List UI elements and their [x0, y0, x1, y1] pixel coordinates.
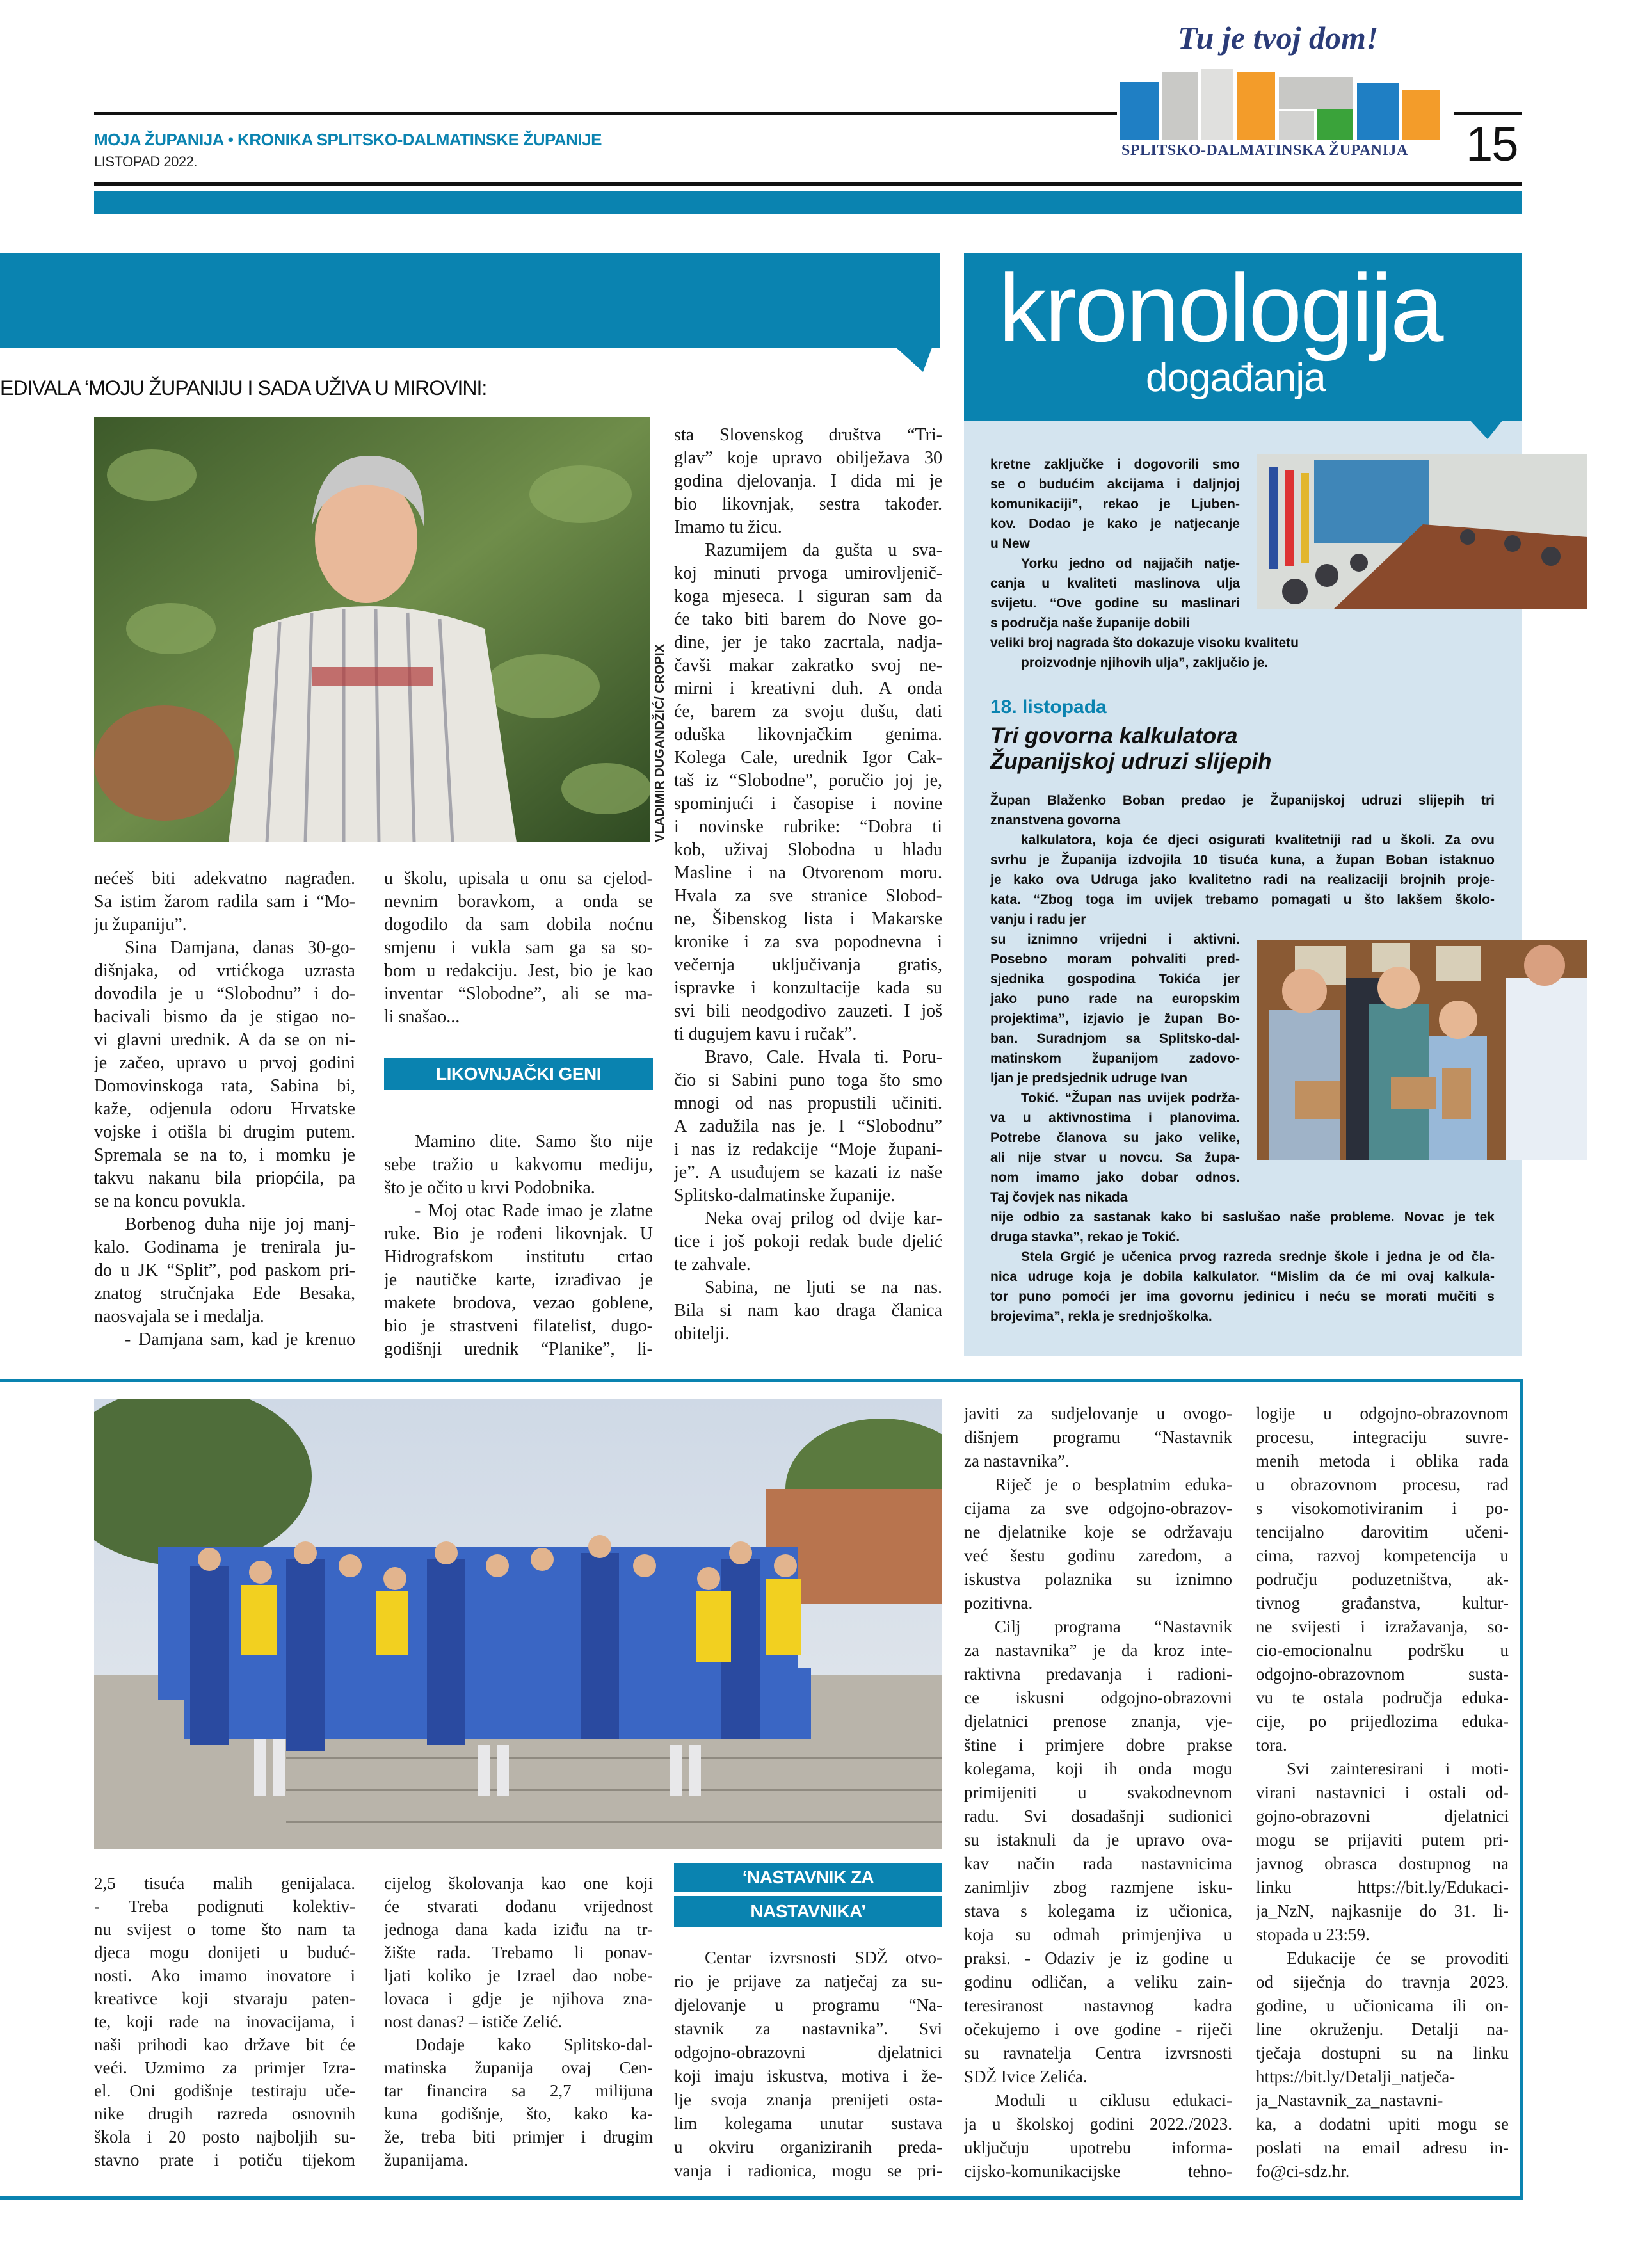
article-headline: EDIVALA ‘MOJU ŽUPANIJU I SADA UŽIVA U MIROVINI: — [0, 376, 487, 399]
kronologija-pointer-icon — [1470, 420, 1506, 442]
kronologija-subtitle: događanja — [1146, 356, 1326, 400]
text-line: i novinske rubrike: “Dobra ti — [674, 817, 942, 837]
text-line: Hidrografskom institutu crtao — [384, 1247, 653, 1267]
text-line: nom imamo jako dobar odnos. — [990, 1170, 1240, 1185]
text-line: ja_NzN, najkasnije do 31. li- — [1256, 1901, 1509, 1920]
text-line: dišnjem programu “Nastavnik — [964, 1428, 1232, 1447]
banner-pointer-icon — [896, 348, 935, 373]
text-line: SDŽ Ivice Zelića. — [964, 2067, 1088, 2086]
text-line: bacivali bismo da je stigao no- — [94, 1007, 355, 1027]
text-line: ne svijesti i izražavanja, so- — [1256, 1617, 1509, 1636]
text-line: veliki broj nagrada što dokazuje visoku kvalitetu — [990, 636, 1299, 650]
text-line: veći. Uzmimo za primjer Izra- — [94, 2058, 355, 2077]
text-line: do u JK “Split”, pod paskom pri- — [94, 1260, 355, 1280]
text-line: javiti za sudjelovanje u ovogo- — [964, 1404, 1232, 1423]
article1-column-2 — [384, 867, 653, 1029]
text-line: procesu, integraciju suvre- — [1256, 1428, 1509, 1447]
text-line: lovaca i gdje je njihova zna- — [384, 1989, 653, 2008]
issue-date: LISTOPAD 2022. — [94, 154, 197, 170]
text-line: - Moj otac Rade imao je zlatne — [415, 1201, 653, 1221]
text-line: A zadužila nas je. I “Slobodnu” — [674, 1116, 942, 1136]
text-line: kreativce koji stvaraju paten- — [94, 1989, 355, 2008]
text-line: bio likovnjak, sestra također. — [674, 494, 942, 514]
text-line: Posebno moram pohvaliti pred- — [990, 952, 1240, 967]
text-line: Borbenog duha nije joj manj- — [125, 1214, 355, 1234]
text-line: va u aktivnostima i planovima. — [990, 1111, 1240, 1125]
text-line: za nastavnika”. — [964, 1451, 1070, 1470]
text-line: cijsko-komunikacijske tehno- — [964, 2162, 1232, 2181]
frame-top-border — [0, 1379, 1523, 1382]
text-line: te, koji rade na inovacijama, i — [94, 2012, 355, 2031]
text-line: koj minuti prvoga umirovljenič- — [674, 563, 942, 583]
text-line: Riječ je o besplatnim eduka- — [995, 1475, 1232, 1494]
text-line: će, barem za svoju dušu, dati — [674, 702, 942, 721]
header-rule-bottom — [94, 182, 1522, 186]
text-line: sta Slovenskog društva “Tri- — [674, 425, 942, 445]
text-line: području poduzetništva, ak- — [1256, 1570, 1509, 1589]
text-line: kov. Dodao je kako je natjecanje — [990, 517, 1240, 531]
text-line: cijelog školovanja kao one koji — [384, 1874, 653, 1893]
text-line: Mamino dite. Samo što nije — [415, 1132, 653, 1152]
text-line: praksi. - Odaziv je iz godine u — [964, 1949, 1232, 1968]
text-line: stopada u 23:59. — [1256, 1925, 1370, 1944]
kron-item2-date: 18. listopada — [990, 696, 1107, 718]
text-line: su iznimno vrijedni i aktivni. — [990, 932, 1240, 947]
kronologija-title: kronologija — [999, 254, 1442, 362]
text-line: nosti. Ako imamo inovatore i — [94, 1966, 355, 1985]
text-line: Spremala se na to, i momku je — [94, 1145, 355, 1165]
text-line: tora. — [1256, 1735, 1287, 1755]
text-line: mnogi od nas propustili učiniti. — [674, 1093, 942, 1113]
text-line: naosvajala se i medalja. — [94, 1307, 264, 1326]
text-line: vu te ostala područja eduka- — [1256, 1688, 1509, 1707]
text-line: Kolega Cale, urednik Igor Cak- — [674, 748, 942, 768]
photo-credit: VLADIMIR DUGANDŽIĆ/ CROPIX — [653, 644, 667, 842]
text-line: u obrazovnom procesu, rad — [1256, 1475, 1509, 1494]
text-line: li snašao... — [384, 1007, 460, 1027]
text-line: kob, uživaj Slobodna u hladu — [674, 840, 942, 860]
text-line: obitelji. — [674, 1324, 730, 1344]
text-line: nica udruge koja je dobila kalkulator. “Mislim da će mi ovaj kalkula- — [990, 1269, 1495, 1284]
text-line: ne, Šibenskog lista i Makarske — [674, 909, 942, 929]
text-line: stava s kolegama iz učionica, — [964, 1901, 1232, 1920]
text-line: Moduli u ciklusu edukaci- — [995, 2091, 1232, 2110]
text-line: glav” koje upravo obilježava 30 — [674, 448, 942, 468]
text-line: lim kolegama unutar sustava — [674, 2114, 942, 2133]
text-line: djelatnici prenose znanja, vje- — [964, 1712, 1232, 1731]
text-line: Razumijem da gušta u sva- — [705, 540, 942, 560]
text-line: jednoga dana kada iziđu na tr- — [384, 1920, 653, 1939]
text-line: škola i 20 posto najboljih su- — [94, 2127, 355, 2146]
group-photo — [94, 1399, 942, 1849]
text-line: tar financira sa 2,7 milijuna — [384, 2081, 653, 2100]
text-line: štine i primjere dobre prakse — [964, 1735, 1232, 1755]
text-line: menih metoda i oblika rada — [1256, 1451, 1509, 1470]
kron-item2-text-end — [990, 1207, 1495, 1326]
text-line: je začeo, upravo u prvoj godini — [94, 1053, 355, 1073]
text-line: koji imaju iskustva, motiva i že- — [674, 2066, 942, 2086]
text-line: matinska županija ovaj Cen- — [384, 2058, 653, 2077]
text-line: cijama za sve odgojno-obrazov- — [964, 1499, 1232, 1518]
text-line: ljan je predsjednik udruge Ivan — [990, 1071, 1188, 1086]
text-line: iskustva polaznika su iznimno — [964, 1570, 1232, 1589]
county-logo-icon — [1120, 69, 1453, 140]
text-line: smjenu i vukla sam ga sa so- — [384, 938, 653, 958]
text-line: će stvarati dodanu vrijednost — [384, 1897, 653, 1916]
frame-bottom-border — [0, 2196, 1523, 2200]
text-line: od siječnja do travnja 2023. — [1256, 1972, 1509, 1991]
text-line: oduška likovnjačkim genima. — [674, 725, 942, 744]
text-line: tencijalno darovitim učeni- — [1256, 1522, 1509, 1541]
text-line: Taj čovjek nas nikada — [990, 1190, 1128, 1205]
text-line: dogodilo da sam dobila noćnu — [384, 915, 653, 935]
text-line: matinskom županijom zadovo- — [990, 1051, 1240, 1066]
kron-item1-text — [990, 454, 1240, 633]
article-banner — [0, 253, 940, 348]
text-line: ali nije stvar u novcu. Sa župa- — [990, 1150, 1240, 1165]
text-line: taš iz “Slobodne”, poručio joj je, — [674, 771, 942, 791]
kron-item2-text-beside-photo — [990, 929, 1240, 1207]
text-line: makete brodova, vezao goblene, — [384, 1293, 653, 1313]
text-line: cima, razvoj kompetencija u — [1256, 1546, 1509, 1565]
text-line: u okviru organiziranih preda- — [674, 2137, 942, 2157]
text-line: poslati na email adresu in- — [1256, 2138, 1509, 2157]
text-line: lje svoja znanja prenijeti osta- — [674, 2090, 942, 2109]
logo-slogan: Tu je tvoj dom! — [1178, 20, 1379, 56]
text-line: kretne zaključke i dogovorili smo — [990, 457, 1240, 472]
text-line: inventar “Slobodne”, ali se ma- — [384, 984, 653, 1004]
text-line: cije, po prijedlozima eduka- — [1256, 1712, 1509, 1731]
kron-item2-title-line2: Županijskoj udruzi slijepih — [990, 749, 1272, 774]
text-line: kaže, odjenula odoru Hrvatske — [94, 1099, 355, 1119]
text-line: godine, u učionicama ili on- — [1256, 1996, 1509, 2015]
article1-column-2-continued — [384, 1130, 653, 1361]
text-line: vanju i radu jer — [990, 912, 1086, 927]
article1-column-1 — [94, 867, 355, 1351]
header-rule-top-right — [1454, 112, 1522, 115]
text-line: kuna godišnje, što, kako ka- — [384, 2104, 653, 2123]
article2-column-3 — [674, 1946, 942, 2183]
text-line: druga stavka”, rekao je Tokić. — [990, 1230, 1180, 1244]
text-line: je kako ova Udruga jako kvalitetno radi na realizaciji brojnih proje- — [990, 873, 1495, 887]
text-line: brojevima”, rekla je srednjoškolka. — [990, 1309, 1212, 1324]
text-line: županijama. — [384, 2150, 469, 2169]
text-line: će tako biti barem do Nove go- — [674, 609, 942, 629]
text-line: čavši makar zakratko svoj ne- — [674, 655, 942, 675]
text-line: Svi zainteresirani i moti- — [1287, 1759, 1509, 1778]
text-line: Bila si nam kao draga članica — [674, 1301, 942, 1321]
subhead-likovnjacki-geni: LIKOVNJAČKI GENI — [384, 1058, 653, 1090]
text-line: 2,5 tisuća malih genijalaca. — [94, 1874, 355, 1893]
text-line: proizvodnje njihovih ulja”, zaključio je. — [1021, 655, 1269, 670]
article2-column-2 — [384, 1872, 653, 2172]
text-line: že, treba biti primjer i drugim — [384, 2127, 653, 2146]
text-line: stavno prate i potiču tijekom — [94, 2150, 355, 2169]
text-line: zanimljiv zbog razmjene isku- — [964, 1878, 1232, 1897]
text-line: nećeš biti adekvatno nagrađen. — [94, 869, 355, 889]
text-line: ti dugujem kavu i ručak”. — [674, 1024, 857, 1044]
text-line: https://bit.ly/Detalji_natječa- — [1256, 2067, 1456, 2086]
text-line: nost danas? – ističe Zelić. — [384, 2012, 563, 2031]
text-line: virani nastavnici i ostali od- — [1256, 1783, 1509, 1802]
text-line: svijetu. “Ove godine su maslinari — [990, 596, 1240, 611]
text-line: Tokić. “Župan nas uvijek podrža- — [1021, 1091, 1240, 1106]
text-line: Edukacije će se provoditi — [1287, 1949, 1509, 1968]
text-line: rio je prijave za natječaj za su- — [674, 1972, 942, 1991]
kron-item2-title-line1: Tri govorna kalkulatora — [990, 723, 1238, 748]
text-line: kolegama, koji ih onda mogu — [964, 1759, 1232, 1778]
text-line: Yorku jedno od najjačih natje- — [1021, 556, 1240, 571]
text-line: Domovinskoga rata, Sabina bi, — [94, 1076, 355, 1096]
article1-column-3 — [674, 424, 942, 1346]
text-line: čio si Sabini puno toga što smo — [674, 1070, 942, 1090]
text-line: su istaknuli da je upravo ova- — [964, 1830, 1232, 1849]
header-rule-top — [94, 112, 1117, 115]
text-line: već šestu godinu zaredom, a — [964, 1546, 1232, 1565]
article2-column-5 — [1256, 1402, 1509, 2184]
text-line: Bravo, Cale. Hvala ti. Poru- — [705, 1047, 942, 1067]
subhead-nastavnik-line1: ‘NASTAVNIK ZA — [674, 1863, 942, 1892]
text-line: znatog stručnjaka Ede Besaka, — [94, 1283, 355, 1303]
text-line: vi glavni urednik. A da se on ni- — [94, 1030, 355, 1050]
text-line: logije u odgojno-obrazovnom — [1256, 1404, 1509, 1423]
frame-right-border — [1520, 1379, 1523, 2200]
text-line: line okruženju. Detalji na- — [1256, 2020, 1509, 2039]
text-line: koja su odmah primjenjiva u — [964, 1925, 1232, 1944]
text-line: naši prihodi kao države bit će — [94, 2035, 355, 2054]
text-line: bom u redakciju. Jest, bio je kao — [384, 961, 653, 981]
text-line: godišnji urednik “Planike”, li- — [384, 1339, 653, 1359]
text-line: s visokomotiviranim i po- — [1256, 1499, 1509, 1518]
text-line: godinu odličan, a veliku zain- — [964, 1972, 1232, 1991]
text-line: večernja uključivanja gratis, — [674, 955, 942, 975]
text-line: ruke. Bio je rođeni likovnjak. U — [384, 1224, 653, 1244]
text-line: bio je strastveni filatelist, dugo- — [384, 1316, 653, 1336]
text-line: je”. A usuđujem se kazati iz naše — [674, 1162, 942, 1182]
text-line: ispravke i konzultacije kada su — [674, 978, 942, 998]
text-line: odgojno-obrazovnom susta- — [1256, 1664, 1509, 1684]
text-line: koga mjeseca. I siguran sam da — [674, 586, 942, 606]
text-line: takvu nakanu bila priopćila, pa — [94, 1168, 355, 1188]
text-line: el. Oni godišnje testiraju uče- — [94, 2081, 355, 2100]
text-line: nu svijest o tome što nam ta — [94, 1920, 355, 1939]
text-line: znanstvena govorna — [990, 813, 1121, 828]
text-line: dišnjaka, od vrtićkoga uzrasta — [94, 961, 355, 981]
text-line: sebe tražio u kakvomu mediju, — [384, 1155, 653, 1175]
text-line: Cilj programa “Nastavnik — [995, 1617, 1232, 1636]
text-line: javnog obrasca dostupnog na — [1256, 1854, 1509, 1873]
text-line: vojske i otišla bi drugim putem. — [94, 1122, 355, 1142]
text-line: tječaja dostupni su na linku — [1256, 2043, 1509, 2063]
kron-item2-title — [990, 723, 1271, 775]
text-line: djeca mogu donijeti u buduć- — [94, 1943, 355, 1962]
text-line: te zahvale. — [674, 1255, 751, 1275]
text-line: raktivna predavanja i radioni- — [964, 1664, 1232, 1684]
text-line: ja u školskoj godini 2022./2023. — [964, 2114, 1232, 2134]
text-line: što je očito u krvi Podobnika. — [384, 1178, 595, 1198]
text-line: se o budućim akcijama i daljnjoj — [990, 477, 1240, 492]
article2-column-1 — [94, 1872, 355, 2172]
text-line: mirni i kreativni duh. A onda — [674, 679, 942, 698]
text-line: komunikaciji”, rekao je Ljuben- — [990, 497, 1240, 511]
text-line: Stela Grgić je učenica prvog razreda srednje škole i jedna je od čla- — [1021, 1250, 1495, 1264]
text-line: radu. Svi dosadašnji sudionici — [964, 1806, 1232, 1826]
text-line: kav način rada nastavnicima — [964, 1854, 1232, 1873]
text-line: Sabina, ne ljuti se na nas. — [705, 1278, 942, 1298]
text-line: kronike i za sva popodnevna i — [674, 932, 942, 952]
text-line: Imamo tu žicu. — [674, 517, 782, 537]
text-line: godina djelovanja. I dida mi je — [674, 471, 942, 491]
text-line: dovodila je u “Slobodnu” i do- — [94, 984, 355, 1004]
text-line: očekujemo i ove godine - riječi — [964, 2020, 1232, 2039]
text-line: Dodaje kako Splitsko-dal- — [415, 2035, 653, 2054]
text-line: ne djelatnike koje se održavaju — [964, 1522, 1232, 1541]
text-line: se na koncu povukla. — [94, 1191, 246, 1211]
text-line: svi bili neodgodivo zauzeti. I još — [674, 1001, 942, 1021]
text-line: gojno-obrazovni djelatnici — [1256, 1806, 1509, 1826]
header-color-bar — [94, 191, 1522, 214]
text-line: Sa istim žarom radila sam i “Mo- — [94, 892, 355, 912]
text-line: je nautičke karte, izrađivao je — [384, 1270, 653, 1290]
text-line: Neka ovaj prilog od dvije kar- — [705, 1209, 942, 1228]
text-line: nike drugih razreda osnovnih — [94, 2104, 355, 2123]
text-line: fo@ci-sdz.hr. — [1256, 2162, 1350, 2181]
section-title: MOJA ŽUPANIJA • KRONIKA SPLITSKO-DALMATINSKE ŽUPANIJE — [94, 130, 602, 149]
text-line: Centar izvrsnosti SDŽ otvo- — [705, 1948, 942, 1967]
text-line: u školu, upisala u onu sa cjelod- — [384, 869, 653, 889]
text-line: tivnog građanstva, kultur- — [1256, 1593, 1509, 1613]
text-line: ban. Suradnjom sa Splitsko-dal- — [990, 1031, 1240, 1046]
text-line: žište rada. Trebamo li ponav- — [384, 1943, 653, 1962]
text-line: stavnik za nastavnika”. Svi — [674, 2019, 942, 2038]
calculator-handover-photo — [1257, 940, 1587, 1160]
meeting-photo — [1257, 454, 1587, 609]
text-line: svrhu je Županija izdvojila 10 tisuća kuna, a župan Boban istaknuo — [990, 853, 1495, 867]
text-line: tor puno pomoći jer ima govornu jedinicu i neću se morati mučiti s — [990, 1289, 1495, 1304]
text-line: teresiranost nastavnog kadra — [964, 1996, 1232, 2015]
text-line: kalo. Godinama je trenirala ju- — [94, 1237, 355, 1257]
text-line: - Treba podignuti kolektiv- — [94, 1897, 355, 1916]
text-line: Masline i na Otvorenom moru. — [674, 863, 942, 883]
kron-item2-text — [990, 791, 1495, 929]
text-line: - Damjana sam, kad je krenuo — [125, 1330, 355, 1349]
text-line: u New — [990, 536, 1030, 551]
text-line: primijeniti u svakodnevnom — [964, 1783, 1232, 1802]
text-line: sjednika gospodina Tokića jer — [990, 972, 1240, 986]
text-line: pozitivna. — [964, 1593, 1033, 1613]
text-line: canja u kvaliteti maslinova ulja — [990, 576, 1240, 591]
article2-column-4 — [964, 1402, 1232, 2184]
portrait-photo — [94, 417, 650, 842]
page-number: 15 — [1466, 117, 1518, 172]
text-line: uključuju upotrebu informa- — [964, 2138, 1232, 2157]
text-line: djelovanje u programu “Na- — [674, 1995, 942, 2015]
text-line: jako puno rade na europskim — [990, 992, 1240, 1006]
text-line: kata. “Zbog toga im uvijek trebamo pomagati u što lakšem školo- — [990, 892, 1495, 907]
text-line: nije odbio za sastanak kako bi saslušao naše probleme. Novac je tek — [990, 1210, 1495, 1225]
text-line: Župan Blaženko Boban predao je Županijskoj udruzi slijepih tri — [990, 793, 1495, 808]
text-line: Splitsko-dalmatinske županije. — [674, 1186, 895, 1205]
text-line: cio-emocionalnu podršku u — [1256, 1641, 1509, 1660]
text-line: linku https://bit.ly/Edukaci- — [1256, 1878, 1509, 1897]
subhead-nastavnik-line2: NASTAVNIKA’ — [674, 1896, 942, 1927]
text-line: s područja naše županije dobili — [990, 616, 1190, 631]
text-line: ce iskusni odgojno-obrazovni — [964, 1688, 1232, 1707]
text-line: za nastavnika” je da kroz inte- — [964, 1641, 1232, 1660]
text-line: ka, a dodatni upiti mogu se — [1256, 2114, 1509, 2134]
kron-item1-text-continued — [990, 633, 1495, 673]
text-line: mogu se prijaviti putem pri- — [1256, 1830, 1509, 1849]
text-line: vanja i radionica, mogu se pri- — [674, 2161, 942, 2180]
logo-county-name: SPLITSKO-DALMATINSKA ŽUPANIJA — [1121, 142, 1408, 159]
text-line: i nas iz redakcije “Moje župani- — [674, 1139, 942, 1159]
text-line: Potrebe članova su jako velike, — [990, 1130, 1240, 1145]
text-line: ju županiju”. — [94, 915, 187, 935]
text-line: nevnim boravkom, a onda se — [384, 892, 653, 912]
text-line: su ravnatelja Centra izvrsnosti — [964, 2043, 1232, 2063]
text-line: spominjući i časopise i novine — [674, 794, 942, 814]
text-line: ja_Nastavnik_za_nastavni- — [1256, 2091, 1443, 2110]
text-line: tice i još pokoji redak bude djelić — [674, 1232, 942, 1251]
text-line: kalkulatora, koja će djeci osigurati kvalitetniji rad u školi. Za ovu — [1021, 833, 1495, 848]
text-line: ljati koliko je Izrael dao nobe- — [384, 1966, 653, 1985]
text-line: Hvala za sve stranice Slobod- — [674, 886, 942, 906]
text-line: Sina Damjana, danas 30-go- — [125, 938, 355, 958]
text-line: odgojno-obrazovni djelatnici — [674, 2043, 942, 2062]
text-line: dine, jer je tako zacrtala, nadja- — [674, 632, 942, 652]
text-line: projektima”, izjavio je župan Bo- — [990, 1011, 1240, 1026]
